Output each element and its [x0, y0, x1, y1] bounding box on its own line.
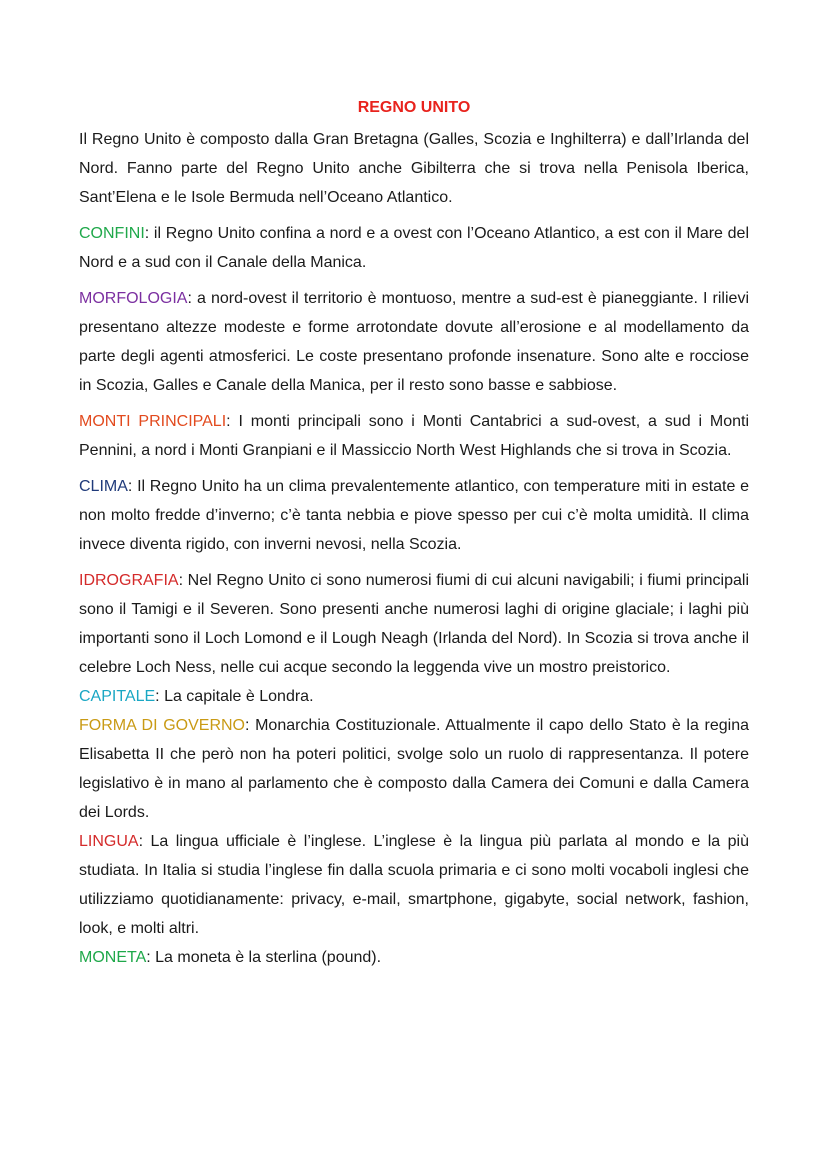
document-page: [79, 94, 749, 972]
section-label-lingua: LINGUA: [79, 833, 139, 850]
section-morfologia: [79, 284, 749, 400]
section-lingua: [79, 827, 749, 943]
intro-paragraph: Il Regno Unito è composto dalla Gran Bretagna (Galles, Scozia e Inghilterra) e dall’Irlanda del Nord. Fanno parte del Regno Unito anche Gibilterra che si trova nella Penisola Iberica, Sant’Elena e le Isole Bermuda nell’Oceano Atlantico.: [79, 131, 749, 206]
section-label-monti: MONTI PRINCIPALI: [79, 413, 227, 430]
section-monti: [79, 407, 749, 465]
section-label-moneta: MONETA: [79, 949, 147, 966]
section-label-idrografia: IDROGRAFIA: [79, 572, 179, 589]
section-text-capitale: : La capitale è Londra.: [155, 688, 314, 705]
section-capitale: [79, 682, 749, 711]
page-title: REGNO UNITO: [357, 99, 471, 116]
section-text-lingua: : La lingua ufficiale è l’inglese. L’inglese è la lingua più parlata al mondo e la più studiata. In Italia si studia l’inglese fin dalla scuola primaria e ci sono molti vocaboli inglesi che utilizziamo quotidianamente: privacy, e-mail, smartphone, gigabyte, social network, fashion, look, e molti altri.: [79, 833, 749, 937]
section-label-confini: CONFINI: [79, 225, 145, 242]
section-text-moneta: : La moneta è la sterlina (pound).: [146, 949, 382, 966]
section-label-governo: FORMA DI GOVERNO: [79, 717, 245, 734]
section-label-clima: CLIMA: [79, 478, 128, 495]
section-governo: [79, 711, 749, 827]
section-label-capitale: CAPITALE: [79, 688, 156, 705]
section-text-governo: : Monarchia Costituzionale. Attualmente il capo dello Stato è la regina Elisabetta II che però non ha poteri politici, svolge solo un ruolo di rappresentanza. Il potere legislativo è in mano al parlamento che è composto dalla Camera dei Comuni e dalla Camera dei Lords.: [79, 717, 749, 821]
section-idrografia: [79, 566, 749, 682]
section-confini: [79, 219, 749, 277]
section-text-idrografia: : Nel Regno Unito ci sono numerosi fiumi di cui alcuni navigabili; i fiumi principali sono il Tamigi e il Severen. Sono presenti anche numerosi laghi di origine glaciale; i laghi più importanti sono il Loch Lomond e il Lough Neagh (Irlanda del Nord). In Scozia si trova anche il celebre Loch Ness, nelle cui acque secondo la leggenda vive un mostro preistorico.: [79, 572, 749, 676]
section-text-confini: : il Regno Unito confina a nord e a ovest con l’Oceano Atlantico, a est con il Mare del Nord e a sud con il Canale della Manica.: [79, 225, 749, 271]
section-label-morfologia: MORFOLOGIA: [79, 290, 188, 307]
section-text-clima: : Il Regno Unito ha un clima prevalentemente atlantico, con temperature miti in estate e non molto fredde d’inverno; c’è tanta nebbia e piove spesso per cui c’è molta umidità. Il clima invece diventa rigido, con inverni nevosi, nella Scozia.: [79, 478, 749, 553]
section-text-morfologia: : a nord-ovest il territorio è montuoso, mentre a sud-est è pianeggiante. I rilievi presentano altezze modeste e forme arrotondate dovute all’erosione e al modellamento da parte degli agenti atmosferici. Le coste presentano profonde insenature. Sono alte e rocciose in Scozia, Galles e Canale della Manica, per il resto sono basse e sabbiose.: [79, 290, 749, 394]
section-clima: [79, 472, 749, 559]
section-text-monti: : I monti principali sono i Monti Cantabrici a sud-ovest, a sud i Monti Pennini, a nord i Monti Granpiani e il Massiccio North West Highlands che si trova in Scozia.: [79, 413, 750, 459]
section-moneta: [79, 943, 749, 972]
